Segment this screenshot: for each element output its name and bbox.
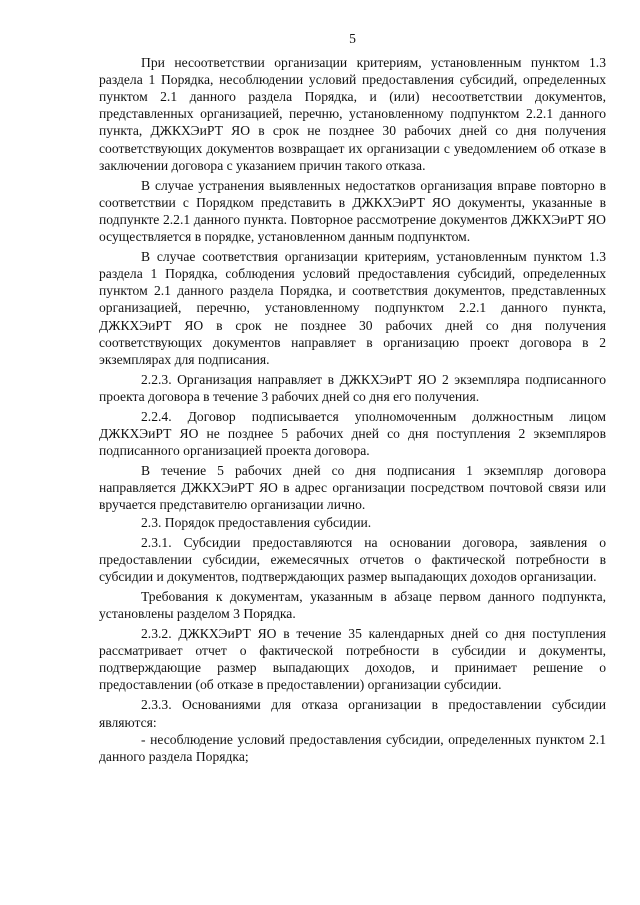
- paragraph-2-2-3: 2.2.3. Организация направляет в ДЖКХЭиРТ ЯО 2 экземпляра подписанного проекта договора в течение 3 рабочих дней со дня его получения.: [99, 371, 606, 404]
- paragraph-rejection-grounds: При несоответствии организации критериям, установленным пунктом 1.3 раздела 1 Порядка, несоблюдении условий предоставления субсидий, определенных пунктом 2.1 данного раздела Порядка, и (или) несоответствии документов, представленных организацией, перечню, установленному подпунктом 2.2.1 данного пункта, ДЖКХЭиРТ ЯО в срок не позднее 30 рабочих дней со дня получения соответствующих документов возвращает их организации с уведомлением об отказе в заключении договора с указанием причин такого отказа.: [99, 55, 606, 173]
- paragraph-document-requirements: Требования к документам, указанным в абзаце первом данного подпункта, установлены разделом 3 Порядка.: [99, 588, 606, 621]
- paragraph-2-3-3: 2.3.3. Основаниями для отказа организации в предоставлении субсидии являются:: [99, 697, 606, 730]
- list-item-refusal-ground: - несоблюдение условий предоставления субсидии, определенных пунктом 2.1 данного раздела Порядка;: [99, 731, 606, 764]
- page-number: 5: [349, 31, 356, 46]
- paragraph-2-3-2: 2.3.2. ДЖКХЭиРТ ЯО в течение 35 календарных дней со дня поступления рассматривает отчет о фактической потребности в субсидии и документы, подтверждающие размер выпадающих доходов, и принимает решение о предоставлении (об отказе в предоставлении) организации субсидии.: [99, 626, 606, 693]
- document-page: [99, 30, 606, 768]
- paragraph-contract-draft: В случае соответствия организации критериям, установленным пунктом 1.3 раздела 1 Порядка, соблюдения условий предоставления субсидий, определенных пунктом 2.1 данного раздела Порядка, и соответствия документов, представленных организацией, перечню, установленному подпунктом 2.2.1 данного пункта, ДЖКХЭиРТ ЯО в срок не позднее 30 рабочих дней со дня получения соответствующих документов направляет в организацию проект договора в 2 экземплярах для подписания.: [99, 249, 606, 367]
- paragraph-2-3-heading: 2.3. Порядок предоставления субсидии.: [141, 514, 372, 530]
- paragraph-2-3-1: 2.3.1. Субсидии предоставляются на основании договора, заявления о предоставлении субсидии, ежемесячных отчетов о фактической потребности в субсидии и документов, подтверждающих размер выпадающих доходов организации.: [99, 534, 606, 584]
- paragraph-contract-delivery: В течение 5 рабочих дней со дня подписания 1 экземпляр договора направляется ДЖКХЭиРТ ЯО в адрес организации посредством почтовой связи или вручается представителю организации лично.: [99, 463, 606, 513]
- paragraph-resubmission: В случае устранения выявленных недостатков организация вправе повторно в соответствии с Порядком представить в ДЖКХЭиРТ ЯО документы, указанные в подпункте 2.2.1 данного пункта. Повторное рассмотрение документов ДЖКХЭиРТ ЯО осуществляется в порядке, установленном данным подпунктом.: [99, 177, 606, 245]
- paragraph-2-2-4: 2.2.4. Договор подписывается уполномоченным должностным лицом ДЖКХЭиРТ ЯО не позднее 5 рабочих дней со дня поступления 2 экземпляров подписанного организацией проекта договора.: [99, 408, 606, 459]
